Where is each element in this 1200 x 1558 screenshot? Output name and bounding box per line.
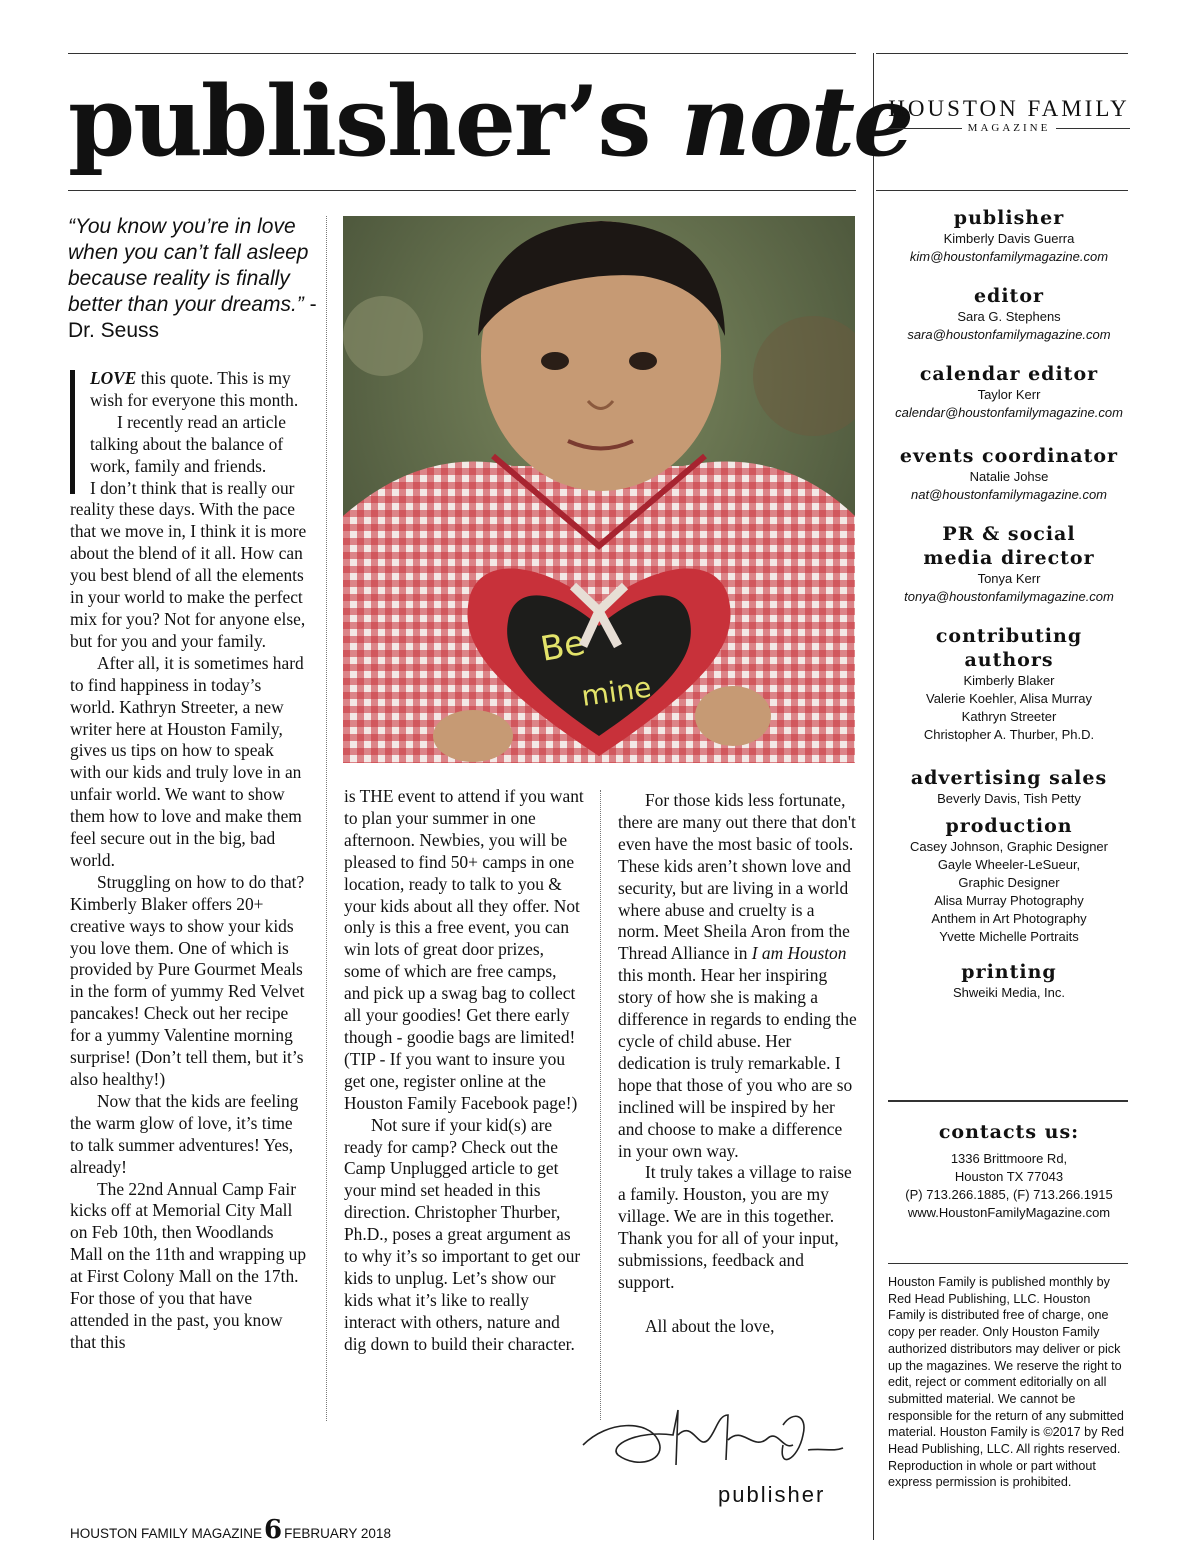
- staff-title: editor: [973, 285, 1045, 307]
- staff-email[interactable]: kim@houstonfamilymagazine.com: [909, 249, 1109, 264]
- staff-name: Kathryn Streeter: [961, 709, 1057, 724]
- staff-title: PR & social media director: [923, 523, 1095, 569]
- paragraph: After all, it is sometimes hard to find happiness in today’s world. Kathryn Streeter, a new writer here at Houston Family, gives us tips on how to speak with our kids and truly love in an unfair world. We want to show them how to love and make them feel secure out in the big, bad world.: [70, 652, 304, 870]
- title-rule: [68, 190, 856, 191]
- fineprint-rule: [888, 1263, 1128, 1264]
- svg-text:mine: mine: [579, 670, 654, 713]
- paragraph: [618, 790, 858, 1162]
- article-column-1: [70, 368, 308, 1354]
- closing-line: All about the love,: [645, 1315, 775, 1336]
- staff-name: Yvette Michelle Portraits: [939, 929, 1079, 944]
- column-divider-1: [326, 216, 327, 1421]
- svg-text:Be: Be: [537, 622, 589, 670]
- top-rule-right: [876, 53, 1128, 54]
- staff-name: Tonya Kerr: [977, 571, 1041, 586]
- staff-name: Natalie Johse: [969, 469, 1049, 484]
- quote-attribution: - Dr. Seuss: [68, 293, 317, 342]
- boy-with-valentine-photo: [343, 216, 855, 763]
- staff-email[interactable]: nat@houstonfamilymagazine.com: [910, 487, 1107, 502]
- staff-email[interactable]: sara@houstonfamilymagazine.com: [907, 327, 1111, 342]
- column-divider-2: [600, 790, 601, 1420]
- staff-name: Christopher A. Thurber, Ph.D.: [923, 727, 1095, 742]
- feature-title: I am Houston: [751, 943, 847, 964]
- staff-name: Kimberly Blaker: [963, 673, 1055, 688]
- pull-quote: [68, 214, 318, 344]
- contact-phones: (P) 713.266.1885, (F) 713.266.1915: [905, 1187, 1113, 1202]
- paragraph: It truly takes a village to raise a family. Houston, you are my village. We are in this together. Thank you for all of your input, submissions, feedback and support.: [618, 1162, 852, 1292]
- paragraph-text: For those kids less fortunate, there are many out there that don't even have the most basic of tools. These kids aren’t shown love and security, but are living in a world where abuse and cruelty is a norm. Meet Sheila Aron from the Thread Alliance in: [618, 790, 856, 964]
- lead-paragraph: [70, 368, 308, 412]
- lead-rest: this quote. This is my wish for everyone this month.: [90, 368, 299, 410]
- signature-drawing: [578, 1390, 848, 1480]
- paragraph: Struggling on how to do that? Kimberly Blaker offers 20+ creative ways to show your kids you love them. One of which is provided by Pure Gourmet Meals in the form of yummy Red Velvet pancakes! Check out her recipe for a yummy Valentine morning surprise! (Don’t tell them, but it’s also healthy!): [70, 871, 305, 1089]
- masthead-sub: MAGAZINE: [888, 122, 1130, 134]
- photo-illustration: [343, 216, 855, 763]
- contacts-block: [888, 1112, 1130, 1222]
- magazine-masthead: [888, 96, 1130, 134]
- staff-name: Graphic Designer: [958, 875, 1060, 890]
- top-rule: [68, 53, 856, 54]
- contact-city: Houston TX 77043: [954, 1169, 1064, 1184]
- contact-website-link[interactable]: www.HoustonFamilyMagazine.com: [907, 1205, 1111, 1220]
- contacts-title: contacts us:: [938, 1121, 1080, 1143]
- staff-email[interactable]: calendar@houstonfamilymagazine.com: [895, 405, 1123, 420]
- staff-title: printing: [961, 961, 1057, 983]
- staff-title: contributing authors: [935, 625, 1083, 671]
- publication-fineprint: Houston Family is published monthly by Red Head Publishing, LLC. Houston Family is distributed free of charge, one copy per reader. Only Houston Family authorized distributors may deliver or pick up the magazines. We reserve the right to edit, reject or comment editorially on all submitted material. We cannot be responsible for the return of any submitted material. Houston Family is ©2017 by Red Head Publishing, LLC. All rights reserved. Reproduction in whole or part without express permission is prohibited.: [888, 1275, 1125, 1490]
- staff-name: Casey Johnson, Graphic Designer: [910, 839, 1108, 854]
- article-column-3: [618, 790, 858, 1338]
- paragraph: The 22nd Annual Camp Fair kicks off at Memorial City Mall on Feb 10th, then Woodlands Mall on the 11th and wrapping up at First Colony Mall on the 17th. For those of you that have attended in the past, you know that this: [70, 1178, 307, 1352]
- contact-address: 1336 Brittmoore Rd,: [950, 1151, 1068, 1166]
- paragraph: I don’t think that is really our reality these days. With the pace that we move in, I think it is more about the blend of it all. How can you best blend of all the elements in your world to make the perfect mix for you? Not for anyone else, but for you and your family.: [70, 477, 307, 651]
- staff-name: Kimberly Davis Guerra: [943, 231, 1075, 246]
- staff-name: Sara G. Stephens: [957, 309, 1061, 324]
- staff-name: Beverly Davis, Tish Petty: [937, 791, 1081, 806]
- staff-email[interactable]: tonya@houstonfamilymagazine.com: [904, 589, 1114, 604]
- footer-date: FEBRUARY 2018: [284, 1526, 391, 1541]
- quote-text: “You know you’re in love when you can’t fall asleep because reality is finally better than your dreams.”: [68, 215, 309, 316]
- page-footer: [70, 1515, 391, 1545]
- staff-name: Alisa Murray Photography: [934, 893, 1084, 908]
- staff-sidebar: [888, 198, 1130, 1002]
- staff-name: Taylor Kerr: [977, 387, 1041, 402]
- paragraph: is THE event to attend if you want to plan your summer in one afternoon. Newbies, you will be pleased to find 50+ camps in one location, ready to talk to you & your kids about all they offer. Not only is this a free event, you can win lots of great door prizes, some of which are free camps, and pick up a swag bag to collect all your goodies! Get there early though - goodie bags are limited! (TIP - If you want to insure you get one, register online at the Houston Family Facebook page!): [344, 786, 584, 1113]
- footer-magazine: HOUSTON FAMILY MAGAZINE: [70, 1526, 263, 1541]
- drop-cap-bar: [70, 368, 88, 492]
- masthead-name: HOUSTON FAMILY: [888, 96, 1130, 121]
- page-title: [68, 62, 912, 182]
- article-column-2: [344, 786, 584, 1356]
- signature-role: publisher: [718, 1482, 826, 1507]
- paragraph: I recently read an article talking about the balance of work, family and friends.: [90, 411, 286, 476]
- staff-title: events coordinator: [899, 445, 1119, 467]
- title-italic: note: [680, 65, 913, 178]
- paragraph: Not sure if your kid(s) are ready for camp? Check out the Camp Unplugged article to get your mind set headed in this direction. Christopher Thurber, Ph.D., poses a great argument as to why it’s so important to get our kids to unplug. Let’s show our kids what it’s like to really interact with others, nature and dig down to build their character.: [344, 1114, 581, 1354]
- staff-title: production: [945, 815, 1073, 837]
- staff-name: Shweiki Media, Inc.: [953, 985, 1065, 1000]
- title-main: publisher’s: [68, 65, 681, 178]
- staff-title: publisher: [953, 207, 1065, 229]
- sidebar-divider: [873, 53, 874, 1540]
- lead-emphasis: LOVE: [90, 368, 137, 388]
- contacts-rule: [888, 1100, 1128, 1102]
- page-number: 6: [264, 1515, 283, 1545]
- staff-title: advertising sales: [910, 767, 1108, 789]
- staff-title: calendar editor: [919, 363, 1099, 385]
- paragraph: Now that the kids are feeling the warm glow of love, it’s time to talk summer adventures! Yes, already!: [70, 1090, 299, 1177]
- staff-name: Anthem in Art Photography: [931, 911, 1087, 926]
- staff-name: Gayle Wheeler-LeSueur,: [937, 857, 1081, 872]
- handwritten-signature: [578, 1390, 848, 1480]
- staff-name: Valerie Koehler, Alisa Murray: [926, 691, 1092, 706]
- masthead-rule: [876, 190, 1128, 191]
- paragraph-text: this month. Hear her inspiring story of how she is making a difference in regards to ending the cycle of child abuse. Her dedication is truly remarkable. I hope that those of you who are so inclined will be inspired by her and choose to make a difference in your own way.: [618, 965, 857, 1161]
